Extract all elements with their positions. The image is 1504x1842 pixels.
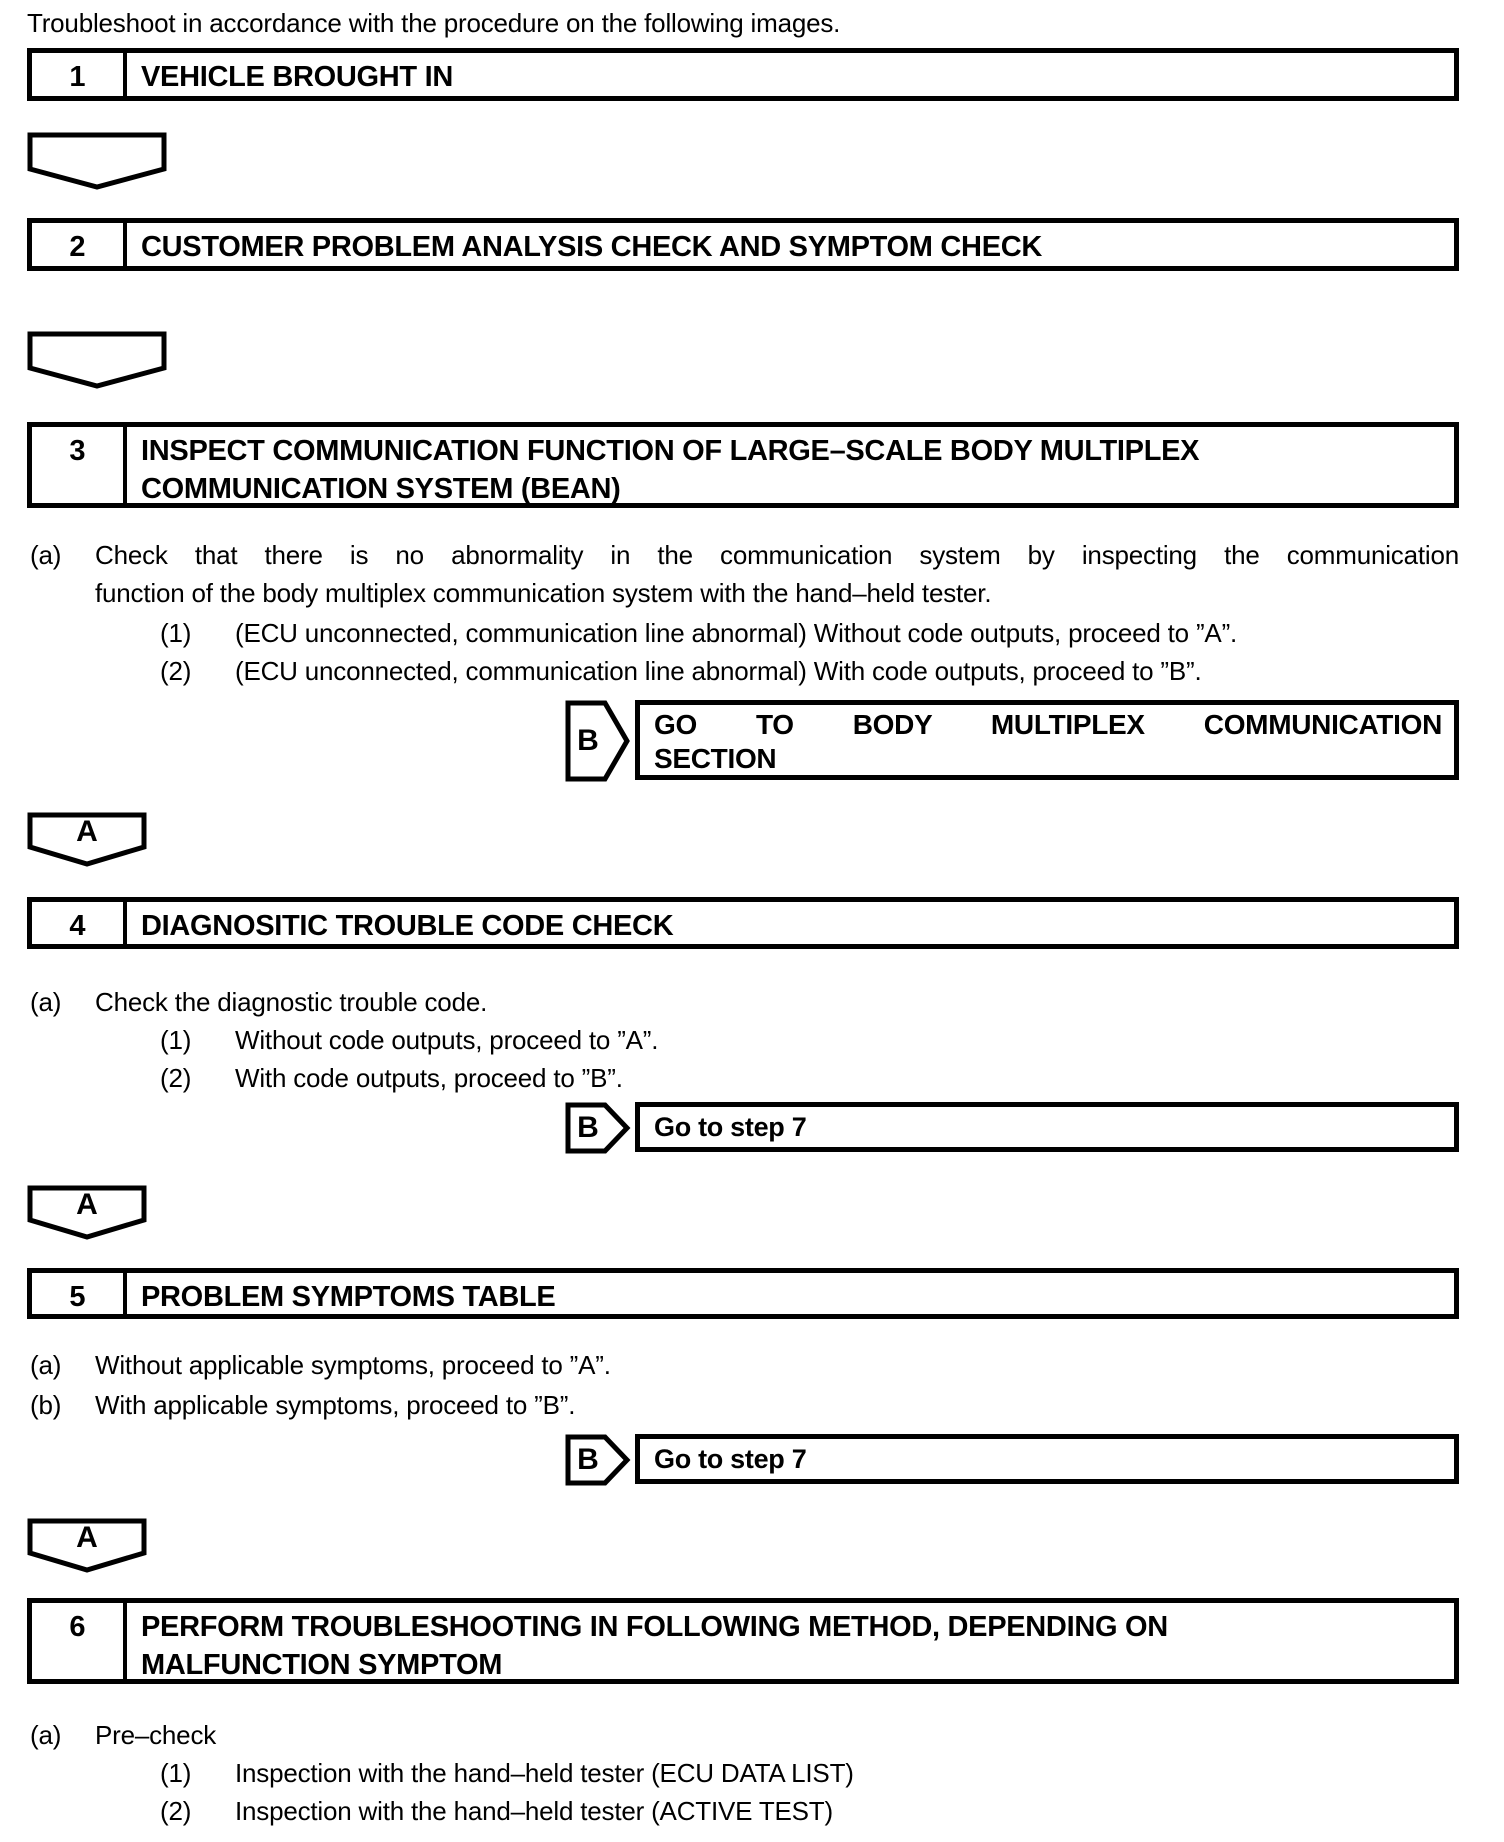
step-number: 2 — [32, 223, 127, 266]
step-title — [127, 427, 1454, 503]
item-label: (a) — [30, 1720, 62, 1750]
step-title-line1: PROBLEM SYMPTOMS TABLE — [141, 1281, 556, 1313]
subitem-label: (1) — [160, 1758, 192, 1788]
subitem-text: With code outputs, proceed to ”B”. — [235, 1063, 623, 1093]
step-box-1 — [27, 48, 1459, 101]
step-title — [127, 1273, 1454, 1314]
subitem-text: Inspection with the hand–held tester (ECU DATA LIST) — [235, 1758, 854, 1788]
callout-goto-step7-1 — [635, 1102, 1459, 1152]
callout-text-line2: SECTION — [654, 743, 777, 774]
step-box-6 — [27, 1598, 1459, 1684]
step-title-line1: INSPECT COMMUNICATION FUNCTION OF LARGE–SCALE BODY MULTIPLEX — [141, 435, 1200, 467]
callout-text: Go to step 7 — [654, 1443, 807, 1474]
step-box-5 — [27, 1268, 1459, 1319]
step-number: 3 — [32, 427, 127, 503]
subitem-text: (ECU unconnected, communication line abnormal) Without code outputs, proceed to ”A”. — [235, 618, 1238, 648]
item-label: (a) — [30, 1350, 62, 1380]
branch-label: B — [577, 1443, 599, 1476]
item-text: With applicable symptoms, proceed to ”B”. — [95, 1390, 576, 1420]
callout-goto-step7-2 — [635, 1434, 1459, 1484]
branch-label: B — [577, 1111, 599, 1144]
step-box-2 — [27, 218, 1459, 271]
callout-text-line1: GO TO BODY MULTIPLEX COMMUNICATION — [654, 709, 1442, 740]
down-arrow-icon — [27, 132, 167, 192]
connector-label: A — [76, 1188, 98, 1221]
intro-text: Troubleshoot in accordance with the procedure on the following images. — [27, 8, 841, 38]
subitem-text: Without code outputs, proceed to ”A”. — [235, 1025, 659, 1055]
step-number: 6 — [32, 1603, 127, 1679]
step-title-line1: DIAGNOSITIC TROUBLE CODE CHECK — [141, 910, 674, 942]
step-title-line1: CUSTOMER PROBLEM ANALYSIS CHECK AND SYMPTOM CHECK — [141, 231, 1043, 263]
callout-text: Go to step 7 — [654, 1111, 807, 1142]
branch-label: B — [577, 724, 599, 757]
item-text: Pre–check — [95, 1720, 217, 1750]
callout-goto-body-multiplex — [635, 700, 1459, 780]
step-title — [127, 1603, 1454, 1679]
down-arrow-icon — [27, 331, 167, 391]
flow-connector-a-3 — [27, 1518, 147, 1574]
subitem-label: (2) — [160, 1796, 192, 1826]
item-text-line2: function of the body multiplex communication system with the hand–held tester. — [95, 578, 992, 608]
step-title-line1: PERFORM TROUBLESHOOTING IN FOLLOWING METHOD, DEPENDING ON — [141, 1611, 1168, 1643]
step-number: 4 — [32, 902, 127, 944]
subitem-text: Inspection with the hand–held tester (ACTIVE TEST) — [235, 1796, 833, 1826]
subitem-label: (1) — [160, 618, 192, 648]
flow-connector-1 — [27, 132, 167, 192]
subitem-label: (2) — [160, 1063, 192, 1093]
subitem-text: (ECU unconnected, communication line abnormal) With code outputs, proceed to ”B”. — [235, 656, 1202, 686]
item-text: Check the diagnostic trouble code. — [95, 987, 488, 1017]
step-title — [127, 902, 1454, 944]
step-number: 1 — [32, 53, 127, 96]
item-label: (a) — [30, 987, 62, 1017]
step-title-line1: VEHICLE BROUGHT IN — [141, 61, 454, 93]
flow-connector-2 — [27, 331, 167, 391]
item-text-line1: Check that there is no abnormality in the communication system by inspecting the communication — [95, 540, 1459, 570]
connector-label: A — [76, 815, 98, 848]
connector-label: A — [76, 1521, 98, 1554]
step-title-line2: COMMUNICATION SYSTEM (BEAN) — [141, 473, 621, 505]
branch-arrow-b — [565, 1434, 631, 1486]
item-label: (b) — [30, 1390, 62, 1420]
subitem-label: (2) — [160, 656, 192, 686]
step-title-line2: MALFUNCTION SYMPTOM — [141, 1649, 503, 1681]
item-label: (a) — [30, 540, 62, 570]
item-text: Without applicable symptoms, proceed to ”A”. — [95, 1350, 611, 1380]
subitem-label: (1) — [160, 1025, 192, 1055]
branch-arrow-b — [565, 700, 631, 782]
step-title — [127, 53, 1454, 96]
flow-connector-a-2 — [27, 1185, 147, 1241]
step-number: 5 — [32, 1273, 127, 1314]
step-box-4 — [27, 897, 1459, 949]
step-title — [127, 223, 1454, 266]
flow-connector-a-1 — [27, 812, 147, 868]
branch-arrow-b — [565, 1102, 631, 1154]
step-box-3 — [27, 422, 1459, 508]
